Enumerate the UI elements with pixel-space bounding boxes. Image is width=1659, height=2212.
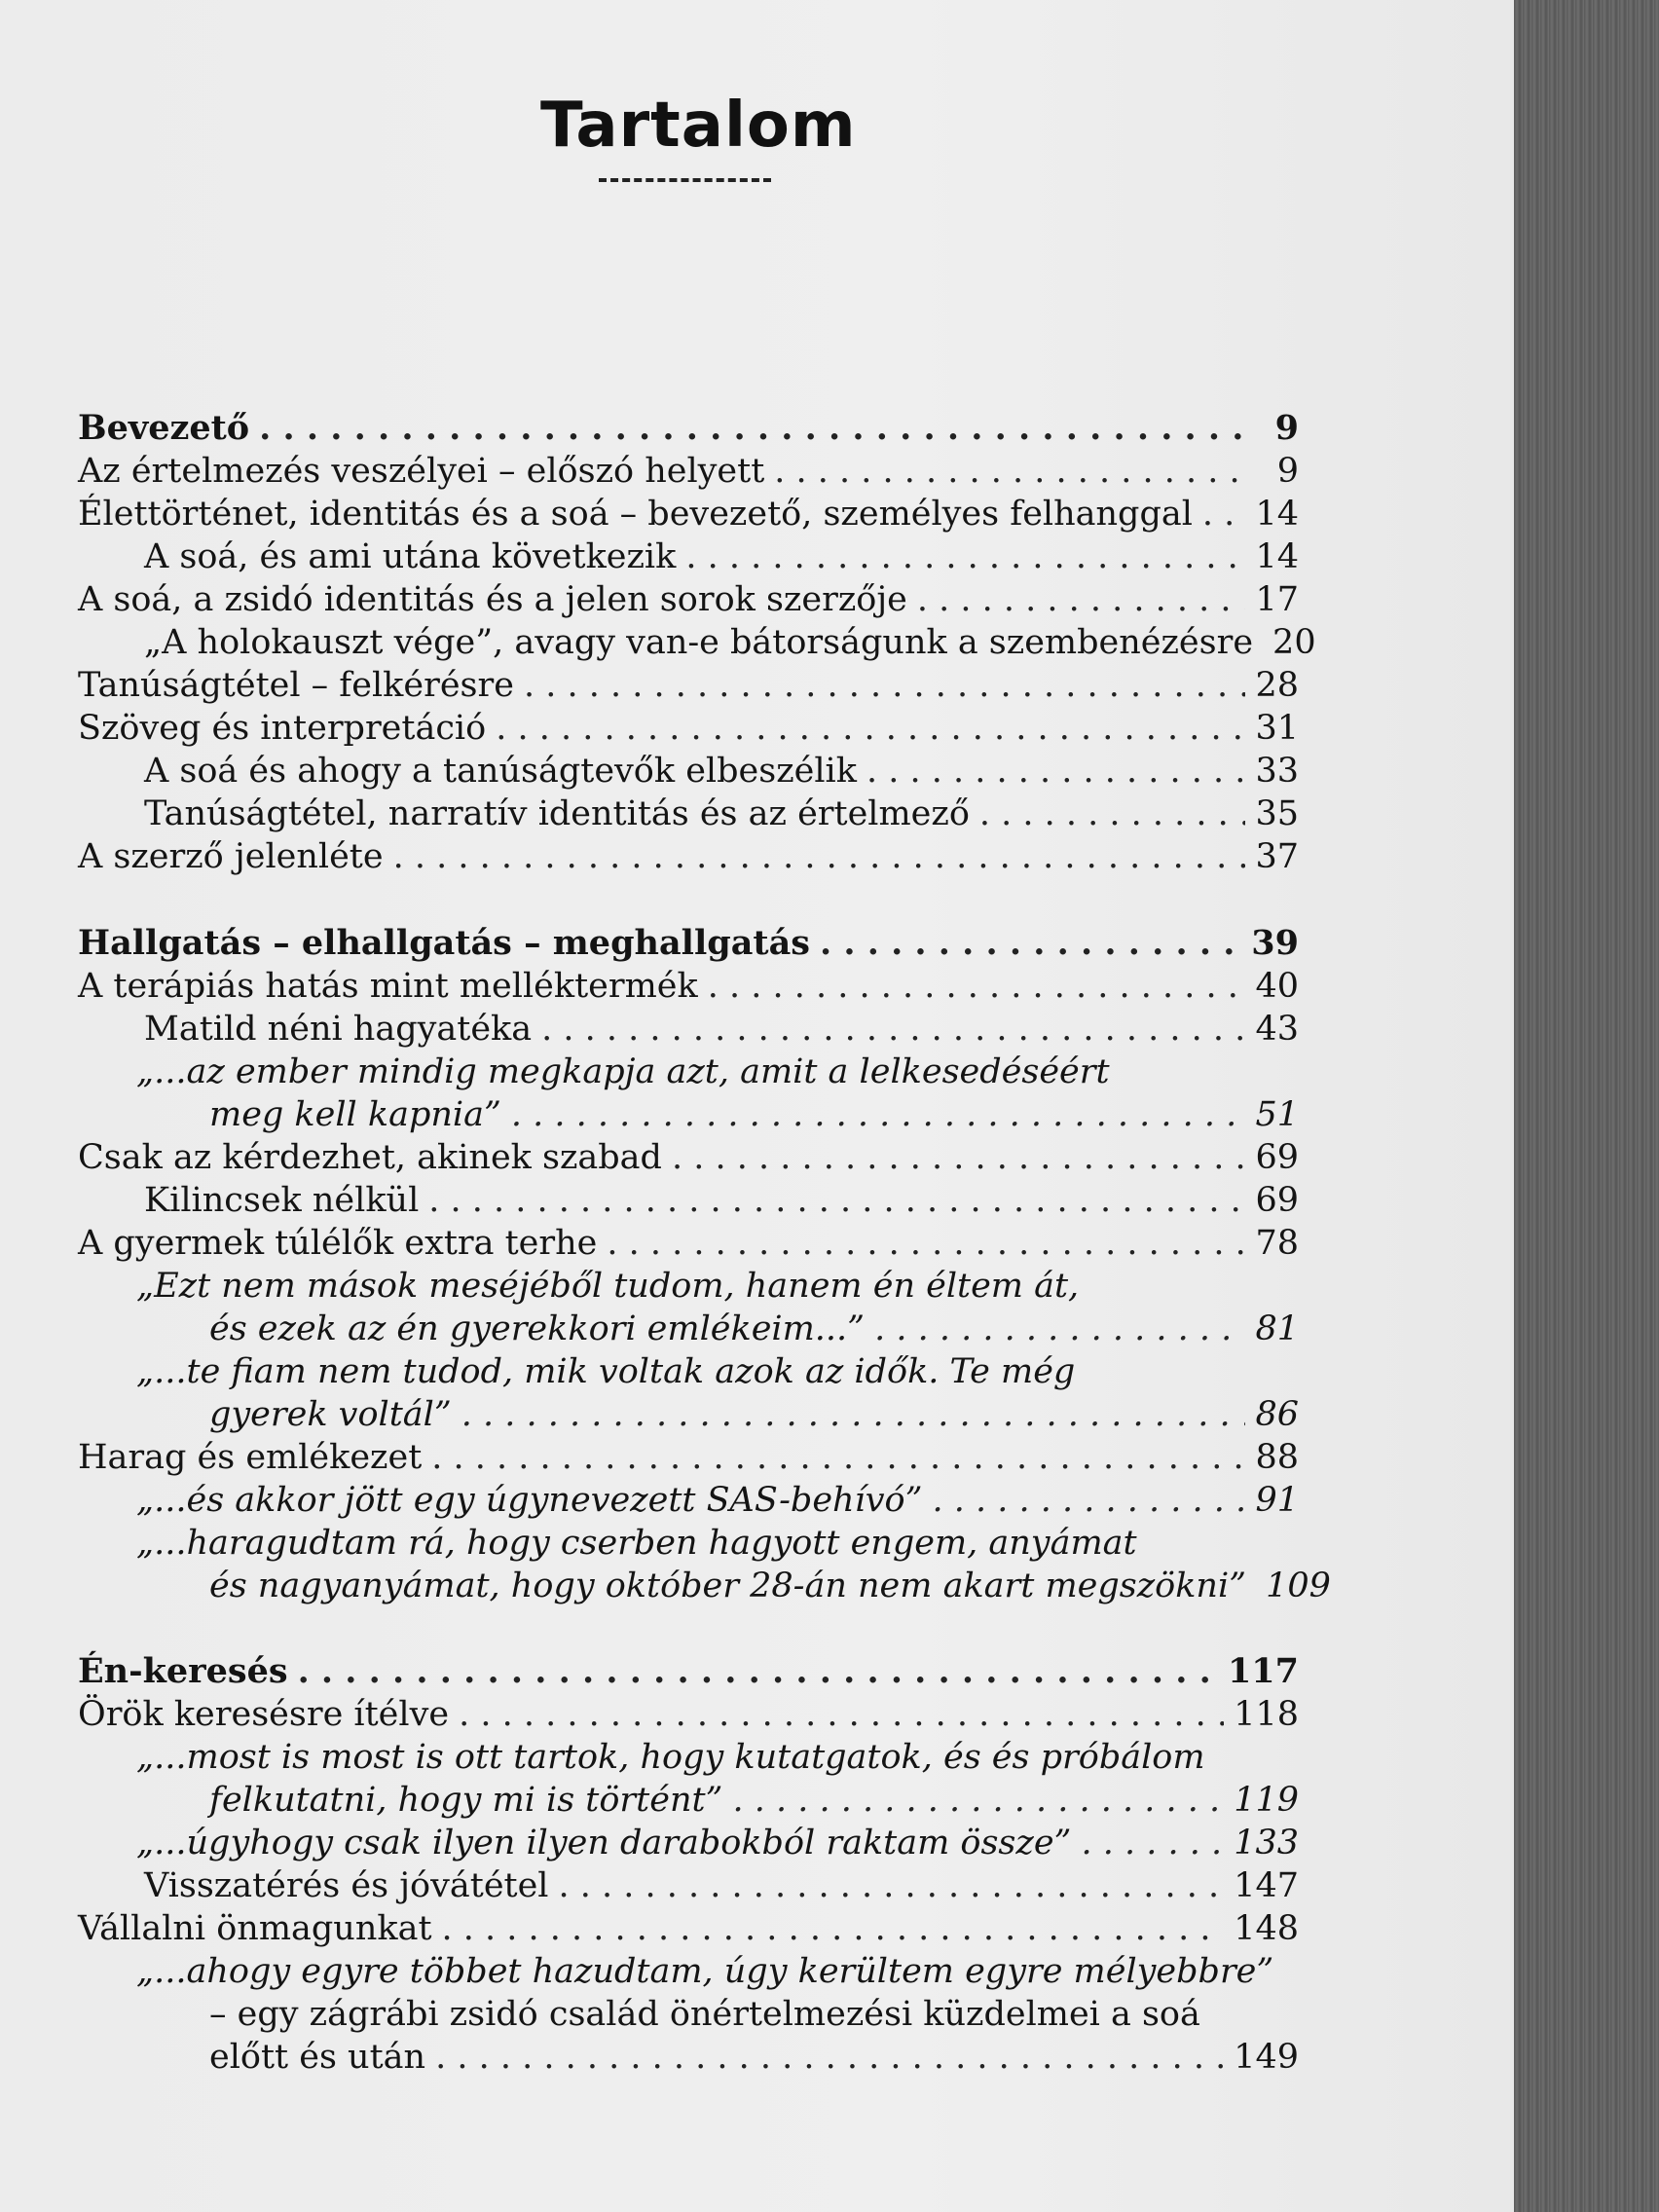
toc-entry-title: Csak az kérdezhet, akinek szabad [78, 1138, 662, 1177]
toc-entry [136, 1522, 1299, 1565]
toc-leader-dots [259, 407, 1250, 450]
toc-entry [78, 664, 1299, 707]
toc-entry-title: „...most is most is ott tartok, hogy kutatgatok, és és próbálom [136, 1738, 1205, 1777]
toc-entry [209, 2036, 1299, 2079]
toc-entry-page: 78 [1255, 1224, 1299, 1263]
toc-entry-page: 33 [1255, 752, 1299, 791]
toc-entry [209, 1093, 1299, 1136]
toc-entry-title: Matild néni hagyatéka [144, 1010, 533, 1049]
toc-leader-dots [774, 450, 1250, 493]
toc-entry [209, 1565, 1331, 1607]
toc-leader-dots [866, 750, 1246, 793]
toc-leader-dots [1081, 1822, 1224, 1864]
toc-leader-dots [1202, 493, 1246, 535]
toc-entry-page: 86 [1255, 1395, 1299, 1434]
toc-entry [144, 621, 1316, 664]
toc-entry-title: Vállalni önmagunkat [78, 1909, 432, 1948]
toc-entry-title: „...ahogy egyre többet hazudtam, úgy kerültem egyre mélyebbre” [136, 1952, 1274, 1991]
toc-leader-dots [298, 1650, 1218, 1693]
toc-entry-page: 35 [1255, 794, 1299, 833]
toc-entry-page: 9 [1276, 452, 1299, 491]
toc-entry-title: „A holokauszt vége”, avagy van-e bátorságunk a szembenézésre [144, 623, 1254, 662]
toc-entry-page: 37 [1255, 837, 1299, 876]
toc-entry-title: előtt és után [209, 2038, 426, 2077]
toc-entry-title: A soá és ahogy a tanúságtevők elbeszélik [144, 752, 857, 791]
toc-entry [144, 535, 1299, 578]
toc-entry [78, 1222, 1299, 1265]
toc-entry-title: „Ezt nem mások meséjéből tudom, hanem én éltem át, [136, 1267, 1080, 1306]
toc-entry-page: 69 [1255, 1138, 1299, 1177]
toc-entry-page: 81 [1255, 1309, 1299, 1348]
toc-entry-title: Én-keresés [78, 1651, 288, 1691]
toc-entry-title: meg kell kapnia” [209, 1095, 501, 1134]
toc-entry-title: Örök keresésre ítélve [78, 1695, 450, 1734]
toc-entry [78, 965, 1299, 1008]
toc-entry-title: Az értelmezés veszélyei – előszó helyett [78, 452, 765, 491]
toc-entry-title: Bevezető [78, 408, 250, 448]
toc-leader-dots [672, 1136, 1245, 1179]
toc-leader-dots [431, 1436, 1245, 1479]
toc-entry [78, 1136, 1299, 1179]
toc-entry [144, 1864, 1299, 1907]
toc-leader-dots [820, 922, 1241, 965]
toc-entry-title: felkutatni, hogy mi is történt” [209, 1781, 723, 1820]
toc-entry [136, 1822, 1299, 1864]
toc-leader-dots [459, 1693, 1224, 1736]
toc-entry [78, 1693, 1299, 1736]
toc-entry [209, 1393, 1299, 1436]
book-gutter [1514, 0, 1659, 2212]
toc-entry-page: 17 [1255, 580, 1299, 619]
toc-entry-page: 20 [1272, 623, 1316, 662]
toc-entry [78, 835, 1299, 878]
toc-entry-page: 148 [1234, 1909, 1299, 1948]
page-title: Tartalom [540, 90, 857, 162]
toc-entry-title: Visszatérés és jóvátétel [144, 1866, 549, 1905]
toc-entry-page: 147 [1234, 1866, 1299, 1905]
toc-entry-title: Tanúságtétel, narratív identitás és az értelmező [144, 794, 970, 833]
toc-entry [209, 1779, 1299, 1822]
toc-leader-dots [496, 707, 1245, 750]
toc-entry-page: 40 [1255, 967, 1299, 1006]
toc-entry-title: „...és akkor jött egy úgynevezett SAS-behívó” [136, 1481, 923, 1520]
toc-leader-dots [708, 965, 1246, 1008]
toc-leader-dots [461, 1393, 1246, 1436]
toc-entry-page: 14 [1255, 495, 1299, 534]
toc-entry [144, 750, 1299, 793]
toc-leader-dots [524, 664, 1246, 707]
toc-entry [136, 1051, 1299, 1093]
toc-leader-dots [685, 535, 1245, 578]
toc-entry-page: 91 [1255, 1481, 1299, 1520]
toc-entry-title: „...te fiam nem tudod, mik voltak azok az idők. Te még [136, 1352, 1076, 1391]
toc-entry [144, 1008, 1299, 1051]
toc-entry-page: 119 [1234, 1781, 1299, 1820]
toc-entry-page: 31 [1255, 709, 1299, 748]
toc-entry-title: A gyermek túlélők extra terhe [78, 1224, 598, 1263]
toc-entry [78, 922, 1299, 965]
toc-entry-page: 43 [1255, 1010, 1299, 1049]
toc-leader-dots [442, 1907, 1225, 1950]
toc-entry [78, 578, 1299, 621]
toc-leader-dots [428, 1179, 1245, 1222]
toc-leader-dots [559, 1864, 1225, 1907]
toc-entry [78, 450, 1299, 493]
toc-entry-page: 28 [1255, 666, 1299, 705]
toc-entry-title: – egy zágrábi zsidó család önértelmezési küzdelmei a soá [209, 1995, 1200, 2034]
toc-entry-page: 69 [1255, 1181, 1299, 1220]
toc-leader-dots [917, 578, 1246, 621]
toc-entry-page: 118 [1234, 1695, 1299, 1734]
toc-entry-title: Szöveg és interpretáció [78, 709, 487, 748]
toc-entry-title: Hallgatás – elhallgatás – meghallgatás [78, 923, 810, 963]
toc-entry-title: A soá, és ami utána következik [144, 537, 677, 576]
title-underline [599, 178, 771, 182]
toc-entry [209, 1993, 1299, 2036]
toc-leader-dots [393, 835, 1246, 878]
toc-entry-page: 149 [1234, 2038, 1299, 2077]
toc-entry-page: 117 [1227, 1651, 1299, 1691]
toc-entry-title: gyerek voltál” [209, 1395, 452, 1434]
toc-entry [136, 1350, 1299, 1393]
toc-entry-title: Élettörténet, identitás és a soá – bevezető, személyes felhanggal [78, 495, 1193, 534]
toc-entry-title: „...haragudtam rá, hogy cserben hagyott engem, anyámat [136, 1524, 1137, 1563]
toc-entry [136, 1479, 1299, 1522]
toc-entry-page: 14 [1255, 537, 1299, 576]
toc-entry [78, 407, 1299, 450]
toc-entry [136, 1736, 1299, 1779]
toc-entry [144, 793, 1299, 835]
toc-entry [78, 707, 1299, 750]
toc-leader-dots [732, 1779, 1224, 1822]
toc-entry [136, 1950, 1299, 1993]
toc-entry-title: A szerző jelenléte [78, 837, 384, 876]
toc-entry [78, 1436, 1299, 1479]
toc-entry [136, 1265, 1299, 1308]
toc-leader-dots [541, 1008, 1245, 1051]
toc-entry [144, 1179, 1299, 1222]
toc-entry-title: és ezek az én gyerekkori emlékeim...” [209, 1309, 866, 1348]
toc-entry-page: 9 [1274, 408, 1299, 448]
toc-entry [78, 493, 1299, 535]
toc-entry-title: „...az ember mindig megkapja azt, amit a lelkesedéséért [136, 1052, 1110, 1091]
toc-entry-title: A terápiás hatás mint melléktermék [78, 967, 698, 1006]
toc-entry-title: „...úgyhogy csak ilyen ilyen darabokból raktam össze” [136, 1824, 1072, 1862]
toc-entry-page: 51 [1255, 1095, 1299, 1134]
toc-leader-dots [511, 1093, 1246, 1136]
toc-entry-page: 39 [1251, 923, 1299, 963]
toc-entry-title: és nagyanyámat, hogy október 28-án nem akart megszökni” [209, 1567, 1247, 1605]
toc-leader-dots [933, 1479, 1246, 1522]
toc-entry [78, 1907, 1299, 1950]
toc-entry [209, 1308, 1299, 1350]
toc-entry-title: Tanúságtétel – felkérésre [78, 666, 514, 705]
toc-leader-dots [607, 1222, 1245, 1265]
toc-entry-page: 133 [1234, 1824, 1299, 1862]
toc-leader-dots [435, 2036, 1224, 2079]
toc-entry [78, 1650, 1299, 1693]
toc-leader-dots [874, 1308, 1245, 1350]
toc-entry-title: Kilincsek nélkül [144, 1181, 420, 1220]
toc-entry-page: 88 [1255, 1438, 1299, 1477]
toc-leader-dots [979, 793, 1246, 835]
toc-entry-page: 109 [1266, 1567, 1331, 1605]
toc-entry-title: A soá, a zsidó identitás és a jelen sorok szerzője [78, 580, 907, 619]
toc-entry-title: Harag és emlékezet [78, 1438, 423, 1477]
